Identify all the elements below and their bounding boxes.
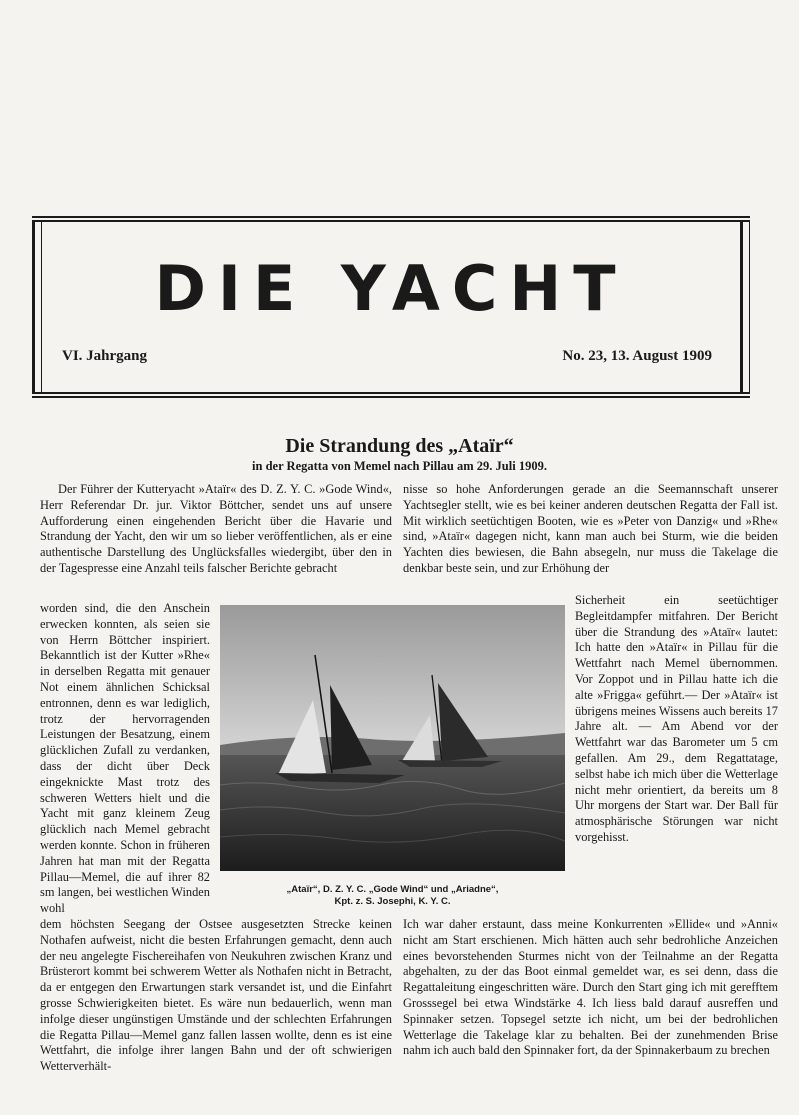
article-subheadline: in der Regatta von Memel nach Pillau am 29. Juli 1909. bbox=[252, 459, 547, 473]
article-headline: Die Strandung des „Ataïr“ bbox=[285, 435, 514, 457]
article-paragraph-right-bottom: Ich war daher erstaunt, dass meine Konkurrenten »Ellide« und »Anni« nicht am Start erschienen. Mich hätten auch sehr bedrohliche Anzeichen eines bevorstehenden Sturmes nicht von der Teilnahme an der Regatta abgehalten, zu der das Boot einmal gemeldet war, es sei denn, dass die Regattaleitung eingeschritten wäre. Durch den Start ging ich mit gerefftem Grosssegel bei etwa Windstärke 4. Ich liess bald darauf ausreffen und Spinnaker setzen. Topsegel setzte ich nicht, um bei der bedrohlichen Wetterlage die Takelage klar zu behalten. Bei der zunehmenden Brise nahm ich auch bald den Spinnaker fort, da der Spinnakerbaum zu brechen bbox=[403, 917, 778, 1058]
photo-caption-line-1: „Ataïr“, D. Z. Y. C. „Gode Wind“ und „Ariadne“, bbox=[286, 884, 499, 895]
sailing-yachts-photo bbox=[220, 605, 565, 871]
masthead-volume: VI. Jahrgang bbox=[62, 348, 148, 364]
article-photo bbox=[220, 605, 565, 871]
masthead-title: DIE YACHT bbox=[154, 252, 628, 325]
masthead bbox=[32, 216, 750, 398]
photo-caption bbox=[220, 884, 565, 908]
article-paragraph-left-wrap: worden sind, die den Anschein erwecken konnten, als seien sie von Herrn Böttcher inspiriert. Bekanntlich ist der Kutter »Rhe« in derselben Regatta mit genauer Not einem ähnlichen Schicksal entronnen, denn es war lediglich, trotz der hervorragenden Leistungen der Besatzung, einem glücklichen Zufall zu verdanken, dass der dicht über Deck eingeknickte Mast trotz des schweren Wetters hielt und die Yacht mit ganz kleinem Zeug glücklich nach Memel gebracht werden konnte. Schon in früheren Jahren hat man mit der Regatta Pillau—Memel, die auf ihrer 82 sm langen, bei westlichen Winden wohl bbox=[40, 601, 210, 916]
article-paragraph-left-bottom: dem höchsten Seegang der Ostsee ausgesetzten Strecke keinen Nothafen aufweist, nicht die besten Erfahrungen gemacht, denn auch der neu angelegte Fischereihafen von Neukuhren zwischen Kranz und Brüsterort kommt bei schwerem Wetter als Nothafen nicht in Betracht, da er entgegen den Erwartungen stark versandet ist, und die Einfahrt grosse Schwierigkeiten bietet. Es wäre nun bedauerlich, wenn man infolge dieser ungünstigen Umstände und der schlechten Erfahrungen die Regatta Pillau—Memel ganz fallen lassen wollte, denn es ist eine Wettfahrt, die infolge ihrer langen Bahn und der oft schwierigen Wetterverhält- bbox=[40, 917, 392, 1074]
photo-caption-line-2: Kpt. z. S. Josephi, K. Y. C. bbox=[334, 896, 451, 907]
article-paragraph-left-top: Der Führer der Kutteryacht »Ataïr« des D. Z. Y. C. »Gode Wind«, Herr Referendar Dr. jur. Viktor Böttcher, sendet uns auf unsere Aufforderung einen eingehenden Bericht über die Havarie und Strandung der Yacht, den wir um so lieber veröffentlichen, als er eine authentische Darstellung des Unglücksfalles wiedergibt, über den in der Tagespresse eine Anzahl teils falscher Berichte gebracht bbox=[40, 482, 392, 575]
article-paragraph-right-side: Sicherheit ein seetüchtiger Begleitdampfer mitfahren. Der Bericht über die Strandung des »Ataïr« lautet: Ich hatte den »Ataïr« in Pillau für die Wettfahrt nach Memel übernommen. Vor Zoppot und in Pillau hatte ich die alte »Frigga« geführt.— Der »Ataïr« ist übrigens meines Wissens auch bereits 17 Jahre alt. — Am Abend vor der Wettfahrt war das Barometer um 5 cm gefallen. Am 29., dem Regattatage, selbst habe ich mich über die Wetterlage nicht mehr orientiert, da bereits um 8 Uhr morgens der Start war. Der Ball für atmosphärische Störungen war nicht vorgehisst. bbox=[575, 593, 778, 844]
article-paragraph-right-top: nisse so hohe Anforderungen gerade an die Seemannschaft unserer Yachtsegler stellt, wie es bei keiner anderen deutschen Regatta der Fall ist. Mit wirklich seetüchtigen Booten, wie es »Peter von Danzig« und »Rhe« sind, »Ataïr« dagegen nicht, kann man auch bei Sturm, wie die beiden Yachten dies bewiesen, die Bahn absegeln, nur muss die Takelage die denkbar beste sein, und zur Erhöhung der bbox=[403, 482, 778, 575]
masthead-issue-date: No. 23, 13. August 1909 bbox=[562, 348, 712, 364]
